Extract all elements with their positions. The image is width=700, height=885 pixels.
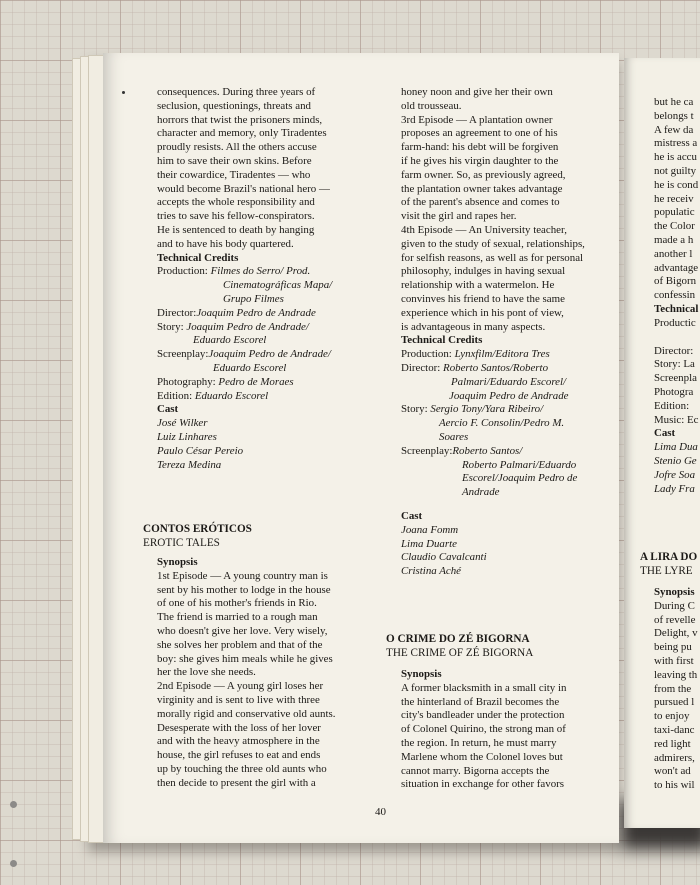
story-credit-cont: Soares <box>439 430 469 443</box>
text-line: and to have his body quartered. <box>157 237 294 250</box>
production-credit-cont: Cinematográficas Mapa/ <box>223 279 333 292</box>
page-speck <box>122 91 125 94</box>
screenplay-credit-cont: Escorel/Joaquim Pedro de <box>462 472 578 485</box>
text-line: Delight, v <box>654 627 698 640</box>
text-line: him to save their own skins. Before <box>157 154 312 167</box>
cast-heading: Cast <box>157 403 179 416</box>
text-line: proudly resists. All the others accuse <box>157 141 317 154</box>
text-line: made a h <box>654 233 694 246</box>
text-line: red light <box>654 737 691 750</box>
cast-member: Jofre Soa <box>654 468 696 481</box>
film-entry-crime-ze-bigorna <box>386 633 616 661</box>
production-credit: Production: Lynxfilm/Editora Tres <box>401 348 550 361</box>
story-credit-cont: Aercio F. Consolin/Pedro M. <box>439 417 565 430</box>
text-line: not guilty <box>654 164 697 177</box>
text-line: he receiv <box>654 192 694 205</box>
text-line: but he ca <box>654 96 694 108</box>
synopsis-text <box>654 600 700 793</box>
credit-line: Music: Ec <box>654 413 699 426</box>
text-line: old trousseau. <box>401 99 462 112</box>
right-page-column <box>654 96 700 496</box>
text-line: Desesperate with the loss of her lover <box>157 721 321 734</box>
text-line: the Color <box>654 220 695 233</box>
film-title-english: EROTIC TALES <box>143 536 220 549</box>
text-line: pursued l <box>654 696 695 709</box>
cast-member: Lima Duarte <box>401 537 457 550</box>
text-line: A former blacksmith in a small city in <box>401 681 567 694</box>
text-line: situation in exchange for other favors <box>401 778 565 791</box>
technical-credits-heading: Technical Credits <box>401 334 483 347</box>
grid-paper-hole <box>10 801 17 808</box>
text-line: seclusion, questionings, threats and <box>157 99 311 112</box>
synopsis-heading: Synopsis <box>654 586 695 598</box>
text-line: city's bandleader under the protection <box>401 709 565 722</box>
column-1 <box>157 86 382 472</box>
intro-paragraph <box>157 86 382 252</box>
text-line: leaving th <box>654 668 698 681</box>
production-credit: Productic <box>654 316 696 329</box>
film-title-original: O CRIME DO ZÉ BIGORNA <box>386 633 530 645</box>
credit-line: Edition: <box>654 399 690 412</box>
cast-heading: Cast <box>401 509 423 522</box>
director-credit-cont: Palmari/Eduardo Escorel/ <box>451 375 567 388</box>
film-title-original: CONTOS ERÓTICOS <box>143 523 252 535</box>
text-line: admirers, <box>654 751 695 764</box>
text-line: for selfish reasons, as well as for personal <box>401 251 584 264</box>
text-line: the plantation owner takes advantage <box>401 182 563 195</box>
text-line: of revelle <box>654 613 696 626</box>
text-line: another l <box>654 247 693 260</box>
cast-member: Lima Dua <box>654 441 698 454</box>
text-line: philosophy, indulges in having sexual <box>401 265 566 278</box>
column-2 <box>401 86 616 579</box>
text-line: 3rd Episode — A plantation owner <box>401 113 553 126</box>
text-line: relationship with a watermelon. He <box>401 279 555 292</box>
text-line: visit the girl and rapes her. <box>401 210 517 223</box>
text-line: from the <box>654 682 692 695</box>
text-line: 1st Episode — A young country man is <box>157 569 328 582</box>
technical-credits-heading: Technical <box>654 302 699 315</box>
credits-list <box>654 358 700 427</box>
text-line: proposes an agreement to one of his <box>401 127 558 140</box>
text-line: is advantageous in many aspects. <box>401 320 546 333</box>
text-line: their cowardice, Tiradentes — who <box>157 168 311 181</box>
text-line: virginity and is sent to live with three <box>157 693 320 706</box>
text-line: honey noon and give her their own <box>401 86 553 98</box>
text-line: sent by his mother to lodge in the house <box>157 583 331 596</box>
cast-member: Cristina Aché <box>401 565 461 578</box>
text-line: if he gives his virgin daughter to the <box>401 154 559 167</box>
story-credit-cont: Eduardo Escorel <box>193 334 267 347</box>
film-title-english: THE CRIME OF ZÉ BIGORNA <box>386 646 534 659</box>
cast-member: Paulo César Pereio <box>157 444 244 457</box>
text-line: mistress a <box>654 137 698 150</box>
story-credit: Story: Joaquim Pedro de Andrade/ <box>157 320 309 333</box>
text-line: her the love she needs. <box>157 666 256 679</box>
text-line: populatic <box>654 206 695 219</box>
photography-credit: Photography: Pedro de Moraes <box>157 375 294 388</box>
synopsis-heading: Synopsis <box>401 668 442 680</box>
production-credit-cont: Grupo Filmes <box>223 292 284 305</box>
text-line: of the parent's absence and comes to <box>401 196 560 209</box>
text-line: taxi-danc <box>654 723 695 736</box>
synopsis-section <box>401 668 616 792</box>
film-entry-lira <box>640 551 700 579</box>
text-line: given to the study of sexual, relationships, <box>401 237 585 250</box>
credit-line: Photogra <box>654 385 694 398</box>
text-line: 4th Episode — An University teacher, <box>401 223 567 236</box>
director-credit: Director: Roberto Santos/Roberto <box>401 361 549 374</box>
page-number: 40 <box>375 806 386 818</box>
text-line: house, the girl refuses to eat and ends <box>157 749 321 762</box>
text-line: accepts the whole responsibility and <box>157 196 315 209</box>
text-line: tries to save his fellow-conspirators. <box>157 210 315 223</box>
cast-member: Stenio Ge <box>654 454 697 467</box>
book-page-right <box>624 58 700 828</box>
cast-member: Lady Fra <box>654 482 695 495</box>
text-line: cannot marry. Bigorna accepts the <box>401 764 550 777</box>
synopsis-text <box>401 682 616 792</box>
cast-member: Luiz Linhares <box>157 430 217 443</box>
credit-line: Director: <box>654 344 694 357</box>
text-line: would become Brazil's national hero — <box>157 182 330 195</box>
director-credit-cont: Joaquim Pedro de Andrade <box>449 389 569 402</box>
text-line: convinves his friend to have the same <box>401 292 565 305</box>
cast-list <box>654 441 700 496</box>
cast-member: Tereza Medina <box>157 458 222 471</box>
story-credit: Story: Sergio Tony/Yara Ribeiro/ <box>401 403 544 416</box>
text-line: of Bigorn <box>654 275 697 288</box>
text-line: The friend is married to a rough man <box>157 611 318 624</box>
screenplay-credit-cont: Eduardo Escorel <box>213 361 287 374</box>
cast-heading: Cast <box>654 427 676 440</box>
text-line: of Colonel Quirino, the strong man of <box>401 723 566 736</box>
text-line: won't ad <box>654 765 691 778</box>
cast-list <box>401 524 616 579</box>
text-line: horrors that twist the prisoners minds, <box>157 113 323 126</box>
text-line: the region. In return, he must marry <box>401 736 557 749</box>
text-line: farm-hand: his debt will be forgiven <box>401 141 559 154</box>
text-line: up by touching the three old aunts who <box>157 762 327 775</box>
text-line: who doesn't give her love. Very wisely, <box>157 624 328 637</box>
text-line: the hinterland of Brazil becomes the <box>401 695 560 708</box>
cast-member: José Wilker <box>157 417 208 430</box>
text-line: farm owner. So, as previously agreed, <box>401 168 566 181</box>
synopsis-section <box>654 586 700 793</box>
text-line: character and memory, only Tiradentes <box>157 127 327 140</box>
credit-line: Story: La <box>654 358 695 371</box>
cast-member: Claudio Cavalcanti <box>401 551 487 564</box>
synopsis-section <box>157 556 382 791</box>
film-title-original: A LIRA DO <box>640 551 698 563</box>
grid-paper-hole <box>10 860 17 867</box>
text-line: Marlene whom the Colonel loves but <box>401 750 563 763</box>
text-line: experience which in his pont of view, <box>401 306 564 319</box>
credit-line: Screenpla <box>654 372 697 385</box>
text-line: of one of his mother's friends in Rio. <box>157 597 317 610</box>
text-line: being pu <box>654 641 692 654</box>
edition-credit: Edition: Eduardo Escorel <box>157 389 269 402</box>
text-line: He is sentenced to death by hanging <box>157 223 315 236</box>
text-line: 2nd Episode — A young girl loses her <box>157 680 324 693</box>
text-line: belongs t <box>654 109 694 122</box>
text-line: she solves her problem and that of the <box>157 638 323 651</box>
cast-list <box>157 417 382 472</box>
screenplay-credit-cont: Roberto Palmari/Eduardo <box>462 458 577 471</box>
text-line: then decide to present the girl with a <box>157 776 316 789</box>
cast-member: Joana Fomm <box>401 523 459 536</box>
text-line: to his wil <box>654 779 695 792</box>
film-entry-contos-eroticos <box>143 523 383 551</box>
technical-credits-heading: Technical Credits <box>157 251 239 264</box>
screenplay-credit: Screenplay:Roberto Santos/ <box>401 444 523 457</box>
production-credit: Production: Filmes do Serro/ Prod. <box>157 265 311 278</box>
right-page-text <box>654 96 700 303</box>
text-line: with first <box>654 654 694 667</box>
text-line: he is cond <box>654 178 699 191</box>
film-title-english: THE LYRE <box>640 564 693 577</box>
synopsis-heading: Synopsis <box>157 556 198 568</box>
text-line: to enjoy <box>654 710 690 723</box>
screenplay-credit: Screenplay:Joaquim Pedro de Andrade/ <box>157 348 331 361</box>
episode-text <box>401 86 616 334</box>
text-line: confessin <box>654 289 696 302</box>
text-line: During C <box>654 599 695 612</box>
text-line: he is accu <box>654 151 697 164</box>
director-credit: Director:Joaquim Pedro de Andrade <box>157 306 316 319</box>
text-line: boy: she gives him meals while he gives <box>157 652 333 665</box>
text-line: consequences. During three years of <box>157 86 316 98</box>
text-line: advantage <box>654 261 699 274</box>
text-line: A few da <box>654 123 694 136</box>
synopsis-text <box>157 570 382 791</box>
text-line: morally rigid and conservative old aunts. <box>157 707 336 720</box>
text-line: and with the heavy atmosphere in the <box>157 735 320 748</box>
screenplay-credit-cont: Andrade <box>462 486 500 499</box>
